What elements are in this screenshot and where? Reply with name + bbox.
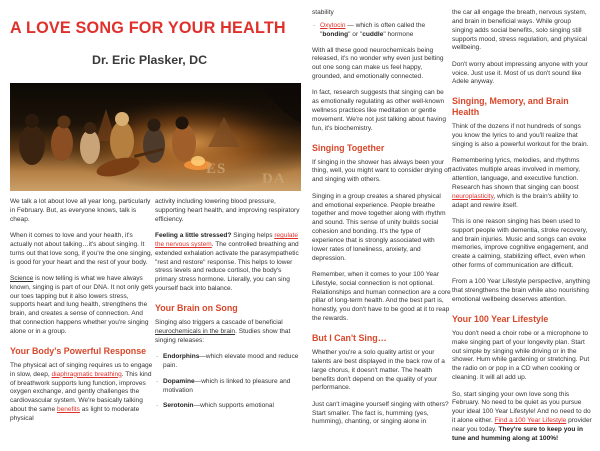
section-heading: Your Body's Powerful Response — [10, 345, 147, 356]
neuroplasticity-link[interactable]: neuroplasticity — [452, 192, 494, 200]
article-column-3 — [312, 9, 452, 435]
list-item: · Endorphins—which elevate mood and reduce pain. — [155, 353, 300, 371]
paragraph: Science is now telling is what we have always known, singing is part of our DNA. It not only gets our toes tapping but it also lowers stress, supports heart and lung health, strengthens the brain, and creates a sense of connection. And that connection happens whether you're singing alone or in a group. — [10, 274, 154, 335]
paragraph: This is one reason singing has been used to support people with dementia, stroke recovery, and brain injuries. Music and songs can evoke memories, improve cognitive engagement, and create a calming, stabilizing effect, even when other forms of communication are difficult. — [452, 217, 589, 270]
neurochemicals-link[interactable]: neurochemicals in the brain — [155, 327, 236, 335]
paragraph: So, start singing your own love song this February. No need to be quiet as you pursue your ideal 100 Year Lifestyle! And no need to do it alone either. Find a 100 Year Lifestyle provider near you today. They're sure to keep you in tune and humming along at 100%! — [452, 390, 592, 442]
benefits-link[interactable]: benefits — [56, 406, 80, 414]
science-link[interactable]: Science — [10, 274, 34, 282]
regulate-nervous-system-link[interactable]: regulate the nervous system — [155, 232, 299, 248]
sand-lettering-2: DA — [262, 171, 286, 187]
author-name: Dr. Eric Plasker, DC — [92, 53, 208, 67]
paragraph: When it comes to love and your health, it's actually not about talking…it's about singing. It turns out that love song, if you're the one singing, is good for your heart and the rest of your body. — [10, 232, 153, 266]
section-heading: But I Can't Sing… — [312, 332, 387, 343]
campfire-photo — [10, 83, 301, 191]
neurochemicals-list — [155, 353, 300, 411]
paragraph: Singing also triggers a cascade of beneficial neurochemicals in the brain. Studies show that singing releases: — [155, 318, 291, 344]
paragraph: With all these good neurochemicals being released, it's no wonder why even just belting out one song can make us feel happy, grounded, and emotionally connected. — [312, 46, 444, 81]
page-title: A LOVE SONG FOR YOUR HEALTH — [10, 19, 286, 37]
paragraph: From a 100 Year Lifestyle perspective, anything that strengthens the brain while also nourishing emotional wellbeing deserves attention. — [452, 278, 590, 304]
paragraph: the car all engage the breath, nervous system, and brain in beneficial ways. While group singing adds social benefits, solo singing still supports mood, stress regulation, and physical wellbeing. — [452, 9, 588, 52]
campfire-scene — [10, 83, 301, 191]
paragraph: activity including lowering blood pressure, supporting heart health, and improving respiratory efficiency. — [155, 198, 300, 223]
oxytocin-link[interactable]: Oxytocin — [320, 21, 346, 29]
section-heading: Singing, Memory, and Brain Health — [452, 96, 569, 118]
article-column-1 — [10, 198, 155, 431]
article-column-4 — [452, 9, 592, 451]
paragraph: Just can't imagine yourself singing with others? Start smaller. The fact is, humming (yes, humming), chanting, or singing alone in — [312, 400, 449, 426]
paragraph: In fact, research suggests that singing can be as emotionally regulating as other well-known wellness practices like meditation or gentle movement. We're not just talking about having fun, it's biochemistry. — [312, 89, 446, 132]
paragraph: The physical act of singing requires us to engage in slow, deep, diaphragmatic breathing. This kind of breathwork supports lung function, improves oxygen exchange, and gently challenges the cardiovascular system. We're basically talking about the same benefits as light to moderate physical — [10, 361, 153, 422]
paragraph: Whether you're a solo quality artist or your talents are best displayed in the back row of a large chorus, it doesn't matter. The health benefits don't depend on the quality of your performance. — [312, 348, 445, 392]
paragraph: You don't need a choir robe or a microphone to make singing part of your longevity plan. Start out simple by singing while driving or in the shower. Hum while gardening or stretching. Put the radio on or pop in a CD when cooking or cleaning. It will all add up. — [452, 329, 590, 382]
paragraph: Think of the dozens if not hundreds of songs you know the lyrics to and you'll realize that singing is also a powerful workout for the brain. — [452, 123, 589, 148]
list-item: · Oxytocin — which is often called the "bonding" or "cuddle" hormone — [312, 22, 452, 40]
diaphragmatic-breathing-link[interactable]: diaphragmatic breathing — [51, 370, 122, 378]
section-heading: Singing Together — [312, 142, 385, 153]
oxytocin-list — [312, 22, 452, 40]
paragraph: Remembering lyrics, melodies, and rhythms activates multiple areas involved in memory, attention, language, and executive function. Research has shown that singing can boost neuroplasticity, which is the brain's ability to adapt and rewire itself. — [452, 157, 580, 209]
find-provider-link[interactable]: Find a 100 Year Lifestyle — [494, 417, 567, 425]
list-item: · Serotonin—which supports emotional — [155, 402, 300, 411]
paragraph: Feeling a little stressed? Singing helps regulate the nervous system. The controlled breathing and extended exhalation activate the parasympathetic "rest and restore" response. This helps to lower stress levels and reduce cortisol, the body's primary stress hormone. Literally, you can sing yourself back into balance. — [155, 232, 299, 293]
paragraph: Singing in a group creates a shared physical and emotional experience. People breathe together and move together along with rhythm and sound. This sense of unity builds social cohesion and bonding. It's the type of experience that is strongly associated with lower rates of loneliness, anxiety, and depression. — [312, 192, 446, 262]
paragraph: If singing in the shower has always been your thing, well, you might want to consider drying off and singing with others. — [312, 158, 452, 184]
sand-lettering: ES — [206, 161, 227, 177]
paragraph: Don't worry about impressing anyone with your voice. Just use it. Most of us don't sound like Adele anyway. — [452, 60, 588, 86]
list-item: · Dopamine—which is linked to pleasure and motivation — [155, 378, 300, 396]
paragraph: stability — [312, 9, 334, 16]
section-heading: Your 100 Year Lifestyle — [452, 313, 549, 324]
section-heading: Your Brain on Song — [155, 302, 238, 313]
article-column-2 — [155, 198, 300, 418]
paragraph: Remember, when it comes to your 100 Year Lifestyle, social connection is not optional. Relationships and human connection are a core pillar of long-term health. And the best part is, honestly, you don't have to be good at it to reap the rewards. — [312, 270, 451, 323]
paragraph: We talk a lot about love all year long, particularly in February. But, as everyone knows, talk is cheap. — [10, 198, 151, 223]
